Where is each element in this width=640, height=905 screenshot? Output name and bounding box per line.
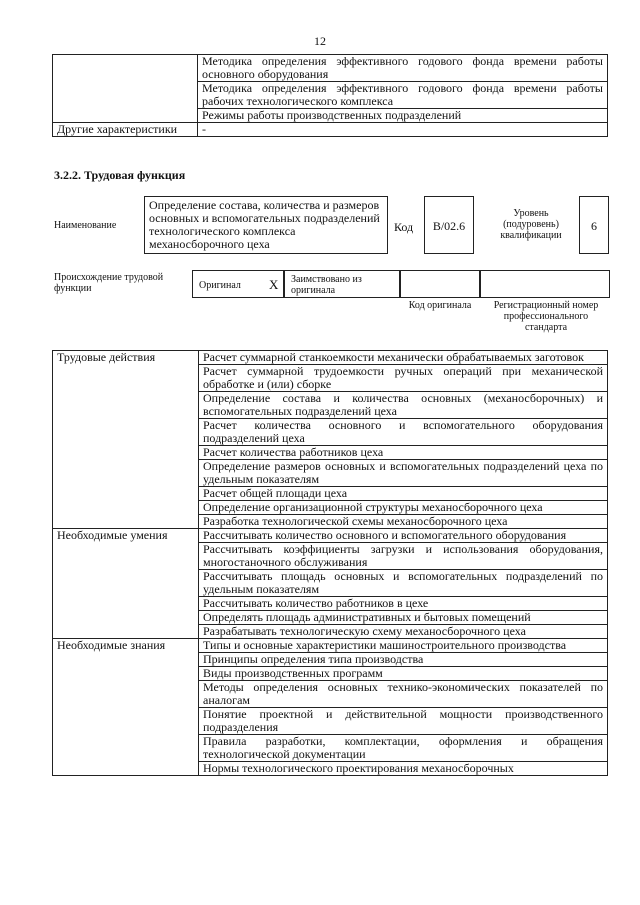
item-cell: Расчет количества основного и вспомогательного оборудования подразделений цеха (199, 419, 608, 446)
row-value: Методика определения эффективного годового фонда времени работы основного оборудования (198, 55, 608, 82)
category-cell: Трудовые действия (53, 351, 199, 529)
reg-number-label: Регистрационный номер профессионального стандарта (493, 300, 599, 333)
item-cell: Определение размеров основных и вспомогательных подразделений цеха по удельным показателям (199, 460, 608, 487)
original-label: Оригинал (199, 280, 241, 291)
category-cell: Необходимые умения (53, 529, 199, 639)
level-label: Уровень (подуровень) квалификации (500, 208, 562, 241)
level-value: 6 (579, 196, 609, 254)
item-cell: Типы и основные характеристики машиностроительного производства (199, 639, 608, 653)
item-cell: Расчет общей площади цеха (199, 487, 608, 501)
row-value: Методика определения эффективного годового фонда времени работы рабочих технологического комплекса (198, 82, 608, 109)
item-cell: Принципы определения типа производства (199, 653, 608, 667)
top-table (52, 54, 608, 137)
code-label: Код (394, 220, 414, 234)
main-table (52, 350, 608, 776)
borrowed-label: Заимствовано из оригинала (291, 274, 362, 296)
item-cell: Расчет количества работников цеха (199, 446, 608, 460)
item-cell: Рассчитывать коэффициенты загрузки и использования оборудования, многостаночного обслуживания (199, 543, 608, 570)
item-cell: Правила разработки, комплектации, оформления и обращения технологической документации (199, 735, 608, 762)
row-value: - (198, 123, 608, 137)
original-mark: X (269, 277, 279, 292)
table-row (53, 55, 608, 82)
section-title: 3.2.2. Трудовая функция (54, 168, 186, 182)
table-row (53, 351, 608, 365)
item-cell: Расчет суммарной станкоемкости механически обрабатываемых заготовок (199, 351, 608, 365)
row-label (53, 55, 198, 123)
table-row (53, 123, 608, 137)
name-label: Наименование (54, 220, 117, 231)
item-cell: Определять площадь административных и бытовых помещений (199, 611, 608, 625)
item-cell: Определение организационной структуры механосборочного цеха (199, 501, 608, 515)
page-number: 12 (314, 34, 326, 48)
code-original-label: Код оригинала (408, 300, 472, 311)
item-cell: Нормы технологического проектирования механосборочных (199, 762, 608, 776)
item-cell: Рассчитывать количество основного и вспомогательного оборудования (199, 529, 608, 543)
item-cell: Разрабатывать технологическую схему механосборочного цеха (199, 625, 608, 639)
reg-number-cell (480, 270, 610, 298)
row-value: Режимы работы производственных подразделений (198, 109, 608, 123)
table-row (53, 639, 608, 653)
name-value: Определение состава, количества и размеров основных и вспомогательных подразделений технологического комплекса механосборочного цеха (144, 196, 388, 254)
code-value: В/02.6 (424, 196, 474, 254)
original-cell (192, 270, 284, 298)
item-cell: Виды производственных программ (199, 667, 608, 681)
item-cell: Разработка технологической схемы механосборочного цеха (199, 515, 608, 529)
item-cell: Методы определения основных технико-экономических показателей по аналогам (199, 681, 608, 708)
code-original-cell (400, 270, 480, 298)
borrowed-cell (284, 270, 400, 298)
origin-label: Происхождение трудовой функции (54, 272, 164, 294)
item-cell: Определение состава и количества основных (механосборочных) и вспомогательных подразделений цеха (199, 392, 608, 419)
item-cell: Рассчитывать количество работников в цехе (199, 597, 608, 611)
item-cell: Рассчитывать площадь основных и вспомогательных подразделений по удельным показателям (199, 570, 608, 597)
table-row (53, 529, 608, 543)
item-cell: Расчет суммарной трудоемкости ручных операций при механической обработке и (или) сборке (199, 365, 608, 392)
category-cell: Необходимые знания (53, 639, 199, 776)
item-cell: Понятие проектной и действительной мощности производственного подразделения (199, 708, 608, 735)
row-label: Другие характеристики (53, 123, 198, 137)
